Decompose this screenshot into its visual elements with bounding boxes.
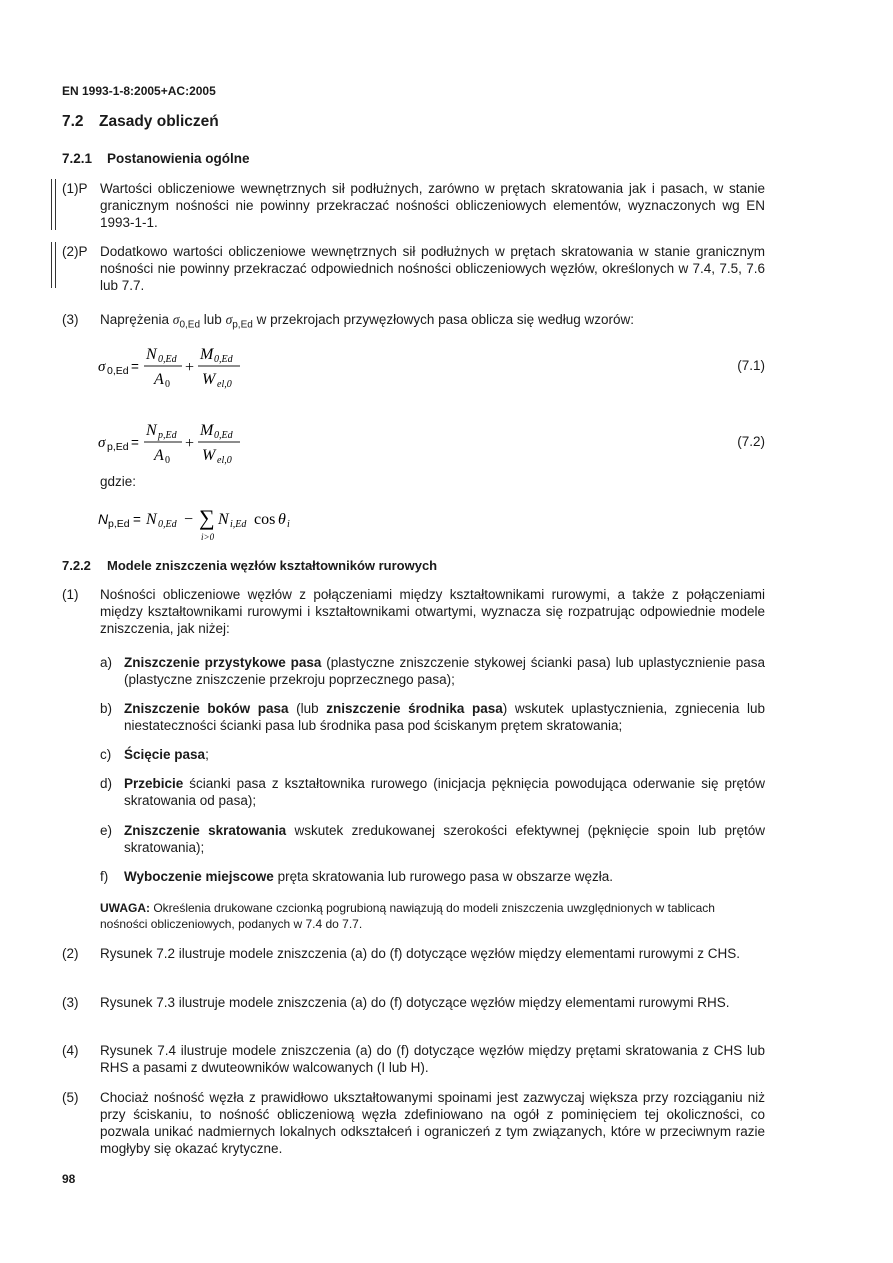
bold-term: zniszczenie środnika pasa [326,701,503,716]
eq-subscript: i,Ed [230,519,247,530]
list-label: a) [100,655,113,670]
subscript: 0,Ed [179,319,201,331]
list-label: c) [100,747,112,762]
eq-term: N [146,511,157,528]
paragraph-number: (1)P [62,181,88,196]
eq-equals: = [131,435,139,450]
paragraph-1P [62,180,765,231]
subscript: p,Ed [232,319,253,331]
eq-denominator: A [154,371,164,388]
eq-subscript: 0,Ed [214,354,233,365]
paragraph-number: (1) [62,587,79,602]
section-number: 7.2 [62,113,84,130]
list-label: b) [100,701,113,716]
paragraph-number: (2)P [62,244,88,259]
change-bar [55,179,56,230]
change-bar [51,179,52,230]
list-text [124,775,765,809]
subsection-title: Postanowienia ogólne [107,151,250,166]
eq-numerator: M [200,422,214,439]
eq-lhs-symbol: σ [98,435,106,451]
note-text: Określenia drukowane czcionką pogrubioną nawiązują do modeli zniszczenia uwzględnionych w tablicach nośności obliczeniowych, podanych w 7.4 do 7.7. [100,901,715,931]
paragraph-3 [62,311,765,334]
list-item-b [100,700,765,734]
eq-lhs-symbol: σ [98,359,106,375]
list-item-a [100,654,765,688]
eq-lhs-subscript: p,Ed [107,441,129,453]
eq-theta: θ [278,511,286,528]
eq-subscript: el,0 [217,455,232,466]
text-run: ; [205,747,209,762]
bold-term: Zniszczenie boków pasa [124,701,289,716]
eq-subscript: 0,Ed [158,354,177,365]
eq-lhs-subscript: p,Ed [108,518,130,530]
text-run: (plastyczne zniszczenie stykowej ścianki pasa) lub uplastycznienie pasa (plastyczne zniszczenie przekroju poprzecznego pasa); [124,655,765,687]
eq-lhs-subscript: 0,Ed [107,365,129,377]
eq-denominator: W [202,447,216,464]
list-item-c [100,746,765,763]
section-heading [62,113,219,131]
eq-plus: + [185,359,195,376]
paragraph-text: Nośności obliczeniowe węzłów z połączeniami między kształtownikami rurowymi, a także z połączeniami między kształtownikami rurowymi i kształtownikami otwartymi, wyznacza się rozpatrując odpowiednie modele zniszczenia, jak niżej: [100,587,765,636]
paragraph-text: Rysunek 7.4 ilustruje modele zniszczenia (a) do (f) dotyczące węzłów między prętami skratowania z CHS lub RHS a pasami z dwuteowników walcowanych (I lub H). [100,1043,765,1075]
paragraph-text: Dodatkowo wartości obliczeniowe wewnętrznych sił podłużnych w prętach skratowania w stanie granicznym nośności nie powinny przekraczać odpowiednich nośności obliczeniowych węzłów, określonych w 7.4, 7.5, 7.6 lub 7.7. [100,244,765,293]
text-run: lub [200,312,226,327]
paragraph-number: (3) [62,995,79,1010]
change-bar [55,242,56,288]
paragraph-722-5 [62,1089,765,1157]
bold-term: Zniszczenie przystykowe pasa [124,655,322,670]
text-run: ) wskutek uplastycznienia, zgniecenia lub niestateczności ścianki pasa lub środnika pasa pod ściskanym prętem skratowania; [124,701,766,733]
eq-numerator: M [200,346,214,363]
eq-numerator: N [146,422,157,439]
list-item-d [100,775,765,809]
eq-plus: + [185,435,195,452]
eq-term: N [218,511,229,528]
paragraph-number: (3) [62,312,79,327]
list-text [124,868,765,885]
paragraph-text: Rysunek 7.3 ilustruje modele zniszczenia (a) do (f) dotyczące węzłów między elementami rurowymi RHS. [100,995,730,1010]
paragraph-text: Wartości obliczeniowe wewnętrznych sił podłużnych, zarówno w prętach skratowania jak i pasach, w stanie granicznym nośności nie powinny przekraczać nośności obliczeniowych elementów, wyznaczonych wg EN 1993-1-1. [100,181,765,230]
bold-term: Przebicie [124,776,184,791]
eq-lhs-symbol: N [98,511,109,527]
paragraph-text: Rysunek 7.2 ilustruje modele zniszczenia (a) do (f) dotyczące węzłów między elementami rurowymi z CHS. [100,946,740,961]
bold-term: Zniszczenie skratowania [124,823,287,838]
eq-minus: − [184,511,194,528]
bold-term: Wyboczenie miejscowe [124,869,274,884]
equation-label: (7.1) [737,358,765,373]
eq-equals: = [131,359,139,374]
sum-symbol: ∑ [199,505,215,530]
eq-equals: = [133,512,141,527]
sigma-symbol: σ [225,312,233,327]
text-run: Naprężenia [100,312,173,327]
text-run: (lub [288,701,327,716]
where-label: gdzie: [100,474,137,489]
list-label: d) [100,776,113,791]
paragraph-text: Chociaż nośność węzła z prawidłowo ukształtowanymi spoinami jest zazwyczaj większa przy rozciąganiu niż przy ściskaniu, to nośność obliczeniową węzła zdefiniowano na ogół z pominięciem tej okoliczności, co pozwala unikać nadmiernych lokalnych odkształceń i ograniczeń z tym związanych, które w przeciwnym razie mogłyby się okazać krytyczne. [100,1090,765,1156]
eq-subscript: i [287,519,290,530]
subsection-title: Modele zniszczenia węzłów kształtowników rurowych [107,558,438,573]
equation-label: (7.2) [737,434,765,449]
eq-subscript: 0 [165,455,170,466]
standard-header: EN 1993-1-8:2005+AC:2005 [62,84,216,98]
text-run: wskutek zredukowanej szerokości efektywnej (pęknięcie spoin lub prętów skratowania); [124,823,765,855]
bold-term: Ścięcie pasa [124,747,206,762]
eq-subscript: 0,Ed [214,430,233,441]
note [100,900,765,932]
paragraph-number: (4) [62,1043,79,1058]
eq-subscript: 0 [165,379,170,390]
list-label: e) [100,823,113,838]
subsection-heading-722 [62,558,437,573]
text-run: ścianki pasa z kształtownika rurowego (inicjacja pęknięcia powodująca oderwanie się prętów skratowania od pasa); [124,776,765,808]
sum-subscript: i>0 [201,532,215,542]
paragraph-722-1 [62,586,765,637]
eq-cos: cos [254,511,276,528]
subsection-heading-721 [62,151,250,166]
paragraph-text [100,311,765,334]
equation-7-2 [96,416,296,472]
equation-7-1 [96,340,296,396]
list-label: f) [100,869,109,884]
note-label: UWAGA: [100,901,150,915]
list-text [124,822,765,856]
equation-np-ed [96,500,316,544]
list-text [124,746,765,763]
eq-denominator: A [154,447,164,464]
text-run: w przekrojach przywęzłowych pasa oblicza się według wzorów: [252,312,634,327]
sigma-symbol: σ [172,312,180,327]
eq-subscript: p,Ed [158,430,177,441]
list-item-f [100,868,765,885]
eq-denominator: W [202,371,216,388]
subsection-number: 7.2.2 [62,558,91,573]
text-run: pręta skratowania lub rurowego pasa w obszarze węzła. [273,869,613,884]
change-bar [51,242,52,288]
eq-numerator: N [146,346,157,363]
eq-subscript: el,0 [217,379,232,390]
subsection-number: 7.2.1 [62,151,93,166]
list-text [124,700,765,734]
list-text [124,654,765,688]
paragraph-2P [62,243,765,294]
paragraph-722-4 [62,1042,765,1076]
paragraph-722-3 [62,994,765,1011]
eq-subscript: 0,Ed [158,519,177,530]
paragraph-722-2 [62,945,765,962]
paragraph-number: (5) [62,1090,79,1105]
page-number: 98 [62,1172,76,1186]
list-item-e [100,822,765,856]
paragraph-number: (2) [62,946,79,961]
section-title: Zasady obliczeń [99,113,219,130]
